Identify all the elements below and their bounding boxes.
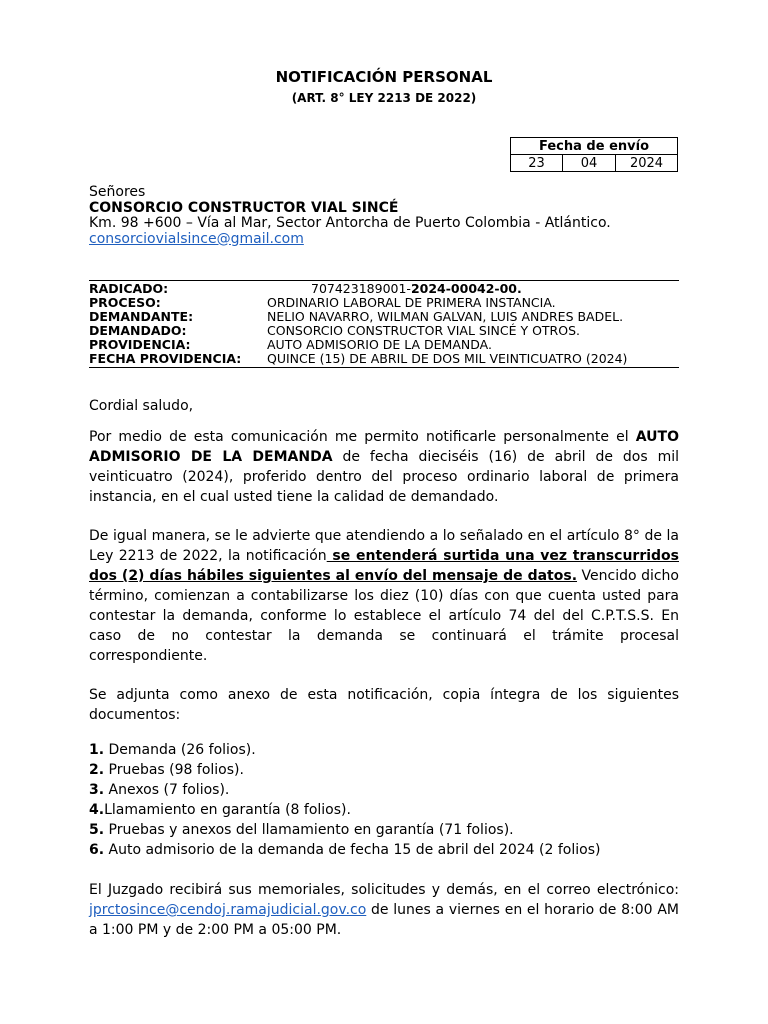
list-item-number: 6. (89, 842, 105, 858)
list-item (89, 820, 679, 840)
list-item-number: 1. (89, 742, 105, 758)
p4-text-b: de lunes a viernes en el horario de 8:00 AM a 1:00 PM y de 2:00 PM a 05:00 PM. (89, 902, 679, 938)
case-row-radicado (89, 282, 679, 296)
case-row-fecha-providencia (89, 352, 679, 366)
case-row-demandado (89, 324, 679, 338)
providencia-value: AUTO ADMISORIO DE LA DEMANDA. (267, 337, 492, 352)
recipient-email-link[interactable]: consorciovialsince@gmail.com (89, 230, 304, 247)
recipient-name: CONSORCIO CONSTRUCTOR VIAL SINCÉ (89, 199, 399, 216)
case-row-proceso (89, 296, 679, 310)
list-item-number: 3. (89, 782, 105, 798)
paragraph-notification (89, 427, 679, 507)
list-item (89, 780, 679, 800)
demandado-value: CONSORCIO CONSTRUCTOR VIAL SINCÉ Y OTROS. (267, 323, 580, 338)
list-item-text: Llamamiento en garantía (8 folios). (104, 802, 351, 818)
proceso-value: ORDINARIO LABORAL DE PRIMERA INSTANCIA. (267, 295, 556, 310)
p2-underline-1: se entenderá surtida una vez transcurridos (326, 548, 679, 564)
paragraph-contact (89, 880, 679, 940)
demandado-label: DEMANDADO: (89, 323, 187, 338)
fecha-envio-month: 04 (563, 155, 616, 172)
case-row-providencia (89, 338, 679, 352)
case-details (89, 280, 679, 368)
documents-list (89, 740, 679, 860)
paragraph-warning (89, 526, 679, 666)
list-item (89, 740, 679, 760)
recipient-address: Km. 98 +600 – Vía al Mar, Sector Antorcha de Puerto Colombia - Atlántico. (89, 215, 611, 231)
document-subtitle: (ART. 8° LEY 2213 DE 2022) (291, 91, 477, 105)
p1-text-b: de fecha dieciséis (16) de abril de dos mil veinticuatro (2024), proferido dentro del proceso ordinario laboral de primera instancia, en el cual usted tiene la calidad de demandado. (89, 449, 679, 505)
radicado-value (267, 282, 522, 296)
p2-underline-2: dos (2) días hábiles siguientes al envío del mensaje de datos. (89, 568, 578, 584)
recipient-block (89, 185, 611, 247)
fecha-providencia-label: FECHA PROVIDENCIA: (89, 351, 242, 366)
list-item (89, 800, 679, 820)
proceso-label: PROCESO: (89, 295, 161, 310)
list-item (89, 840, 679, 860)
list-item-text: Pruebas (98 folios). (104, 762, 244, 778)
paragraph-annex: Se adjunta como anexo de esta notificación, copia íntegra de los siguientes documentos: (89, 687, 679, 723)
list-item-text: Demanda (26 folios). (104, 742, 256, 758)
p1-bold: AUTO ADMISORIO DE LA DEMANDA (89, 429, 679, 465)
fecha-envio-day: 23 (511, 155, 563, 172)
greeting: Cordial saludo, (89, 398, 194, 414)
case-row-demandante (89, 310, 679, 324)
list-item-text: Pruebas y anexos del llamamiento en garantía (71 folios). (104, 822, 514, 838)
demandante-label: DEMANDANTE: (89, 309, 194, 324)
radicado-number: 2024-00042-00. (410, 281, 522, 296)
radicado-prefix: 707423189001- (311, 281, 411, 296)
fecha-envio-table (510, 137, 678, 172)
fecha-providencia-value: QUINCE (15) DE ABRIL DE DOS MIL VEINTICUATRO (2024) (267, 351, 628, 366)
list-item-number: 2. (89, 762, 105, 778)
p1-text-a: Por medio de esta comunicación me permito notificarle personalmente el (89, 429, 636, 445)
providencia-label: PROVIDENCIA: (89, 337, 191, 352)
p4-text-a: El Juzgado recibirá sus memoriales, solicitudes y demás, en el correo electrónico: (89, 882, 679, 898)
list-item-text: Auto admisorio de la demanda de fecha 15 de abril del 2024 (2 folios) (104, 842, 601, 858)
list-item-number: 5. (89, 822, 105, 838)
fecha-envio-label: Fecha de envío (511, 138, 678, 155)
court-email-link[interactable]: jprctosince@cendoj.ramajudicial.gov.co (89, 902, 367, 918)
list-item-number: 4. (89, 802, 105, 818)
list-item-text: Anexos (7 folios). (104, 782, 230, 798)
list-item (89, 760, 679, 780)
document-title: NOTIFICACIÓN PERSONAL (275, 68, 493, 86)
p2-text-a: De igual manera, se le advierte que atendiendo a lo señalado en el artículo 8° de la Ley 2213 de 2022, la notificación (89, 528, 679, 564)
p2-text-b: Vencido dicho término, comienzan a contabilizarse los diez (10) días con que cuenta usted para contestar la demanda, conforme lo establece el artículo 74 del del C.P.T.S.S. En caso de no contestar la demanda se continuará el trámite procesal correspondiente. (89, 568, 679, 664)
radicado-label: RADICADO: (89, 281, 169, 296)
recipient-salutation: Señores (89, 184, 146, 200)
demandante-value: NELIO NAVARRO, WILMAN GALVAN, LUIS ANDRES BADEL. (267, 309, 624, 324)
fecha-envio-year: 2024 (616, 155, 678, 172)
